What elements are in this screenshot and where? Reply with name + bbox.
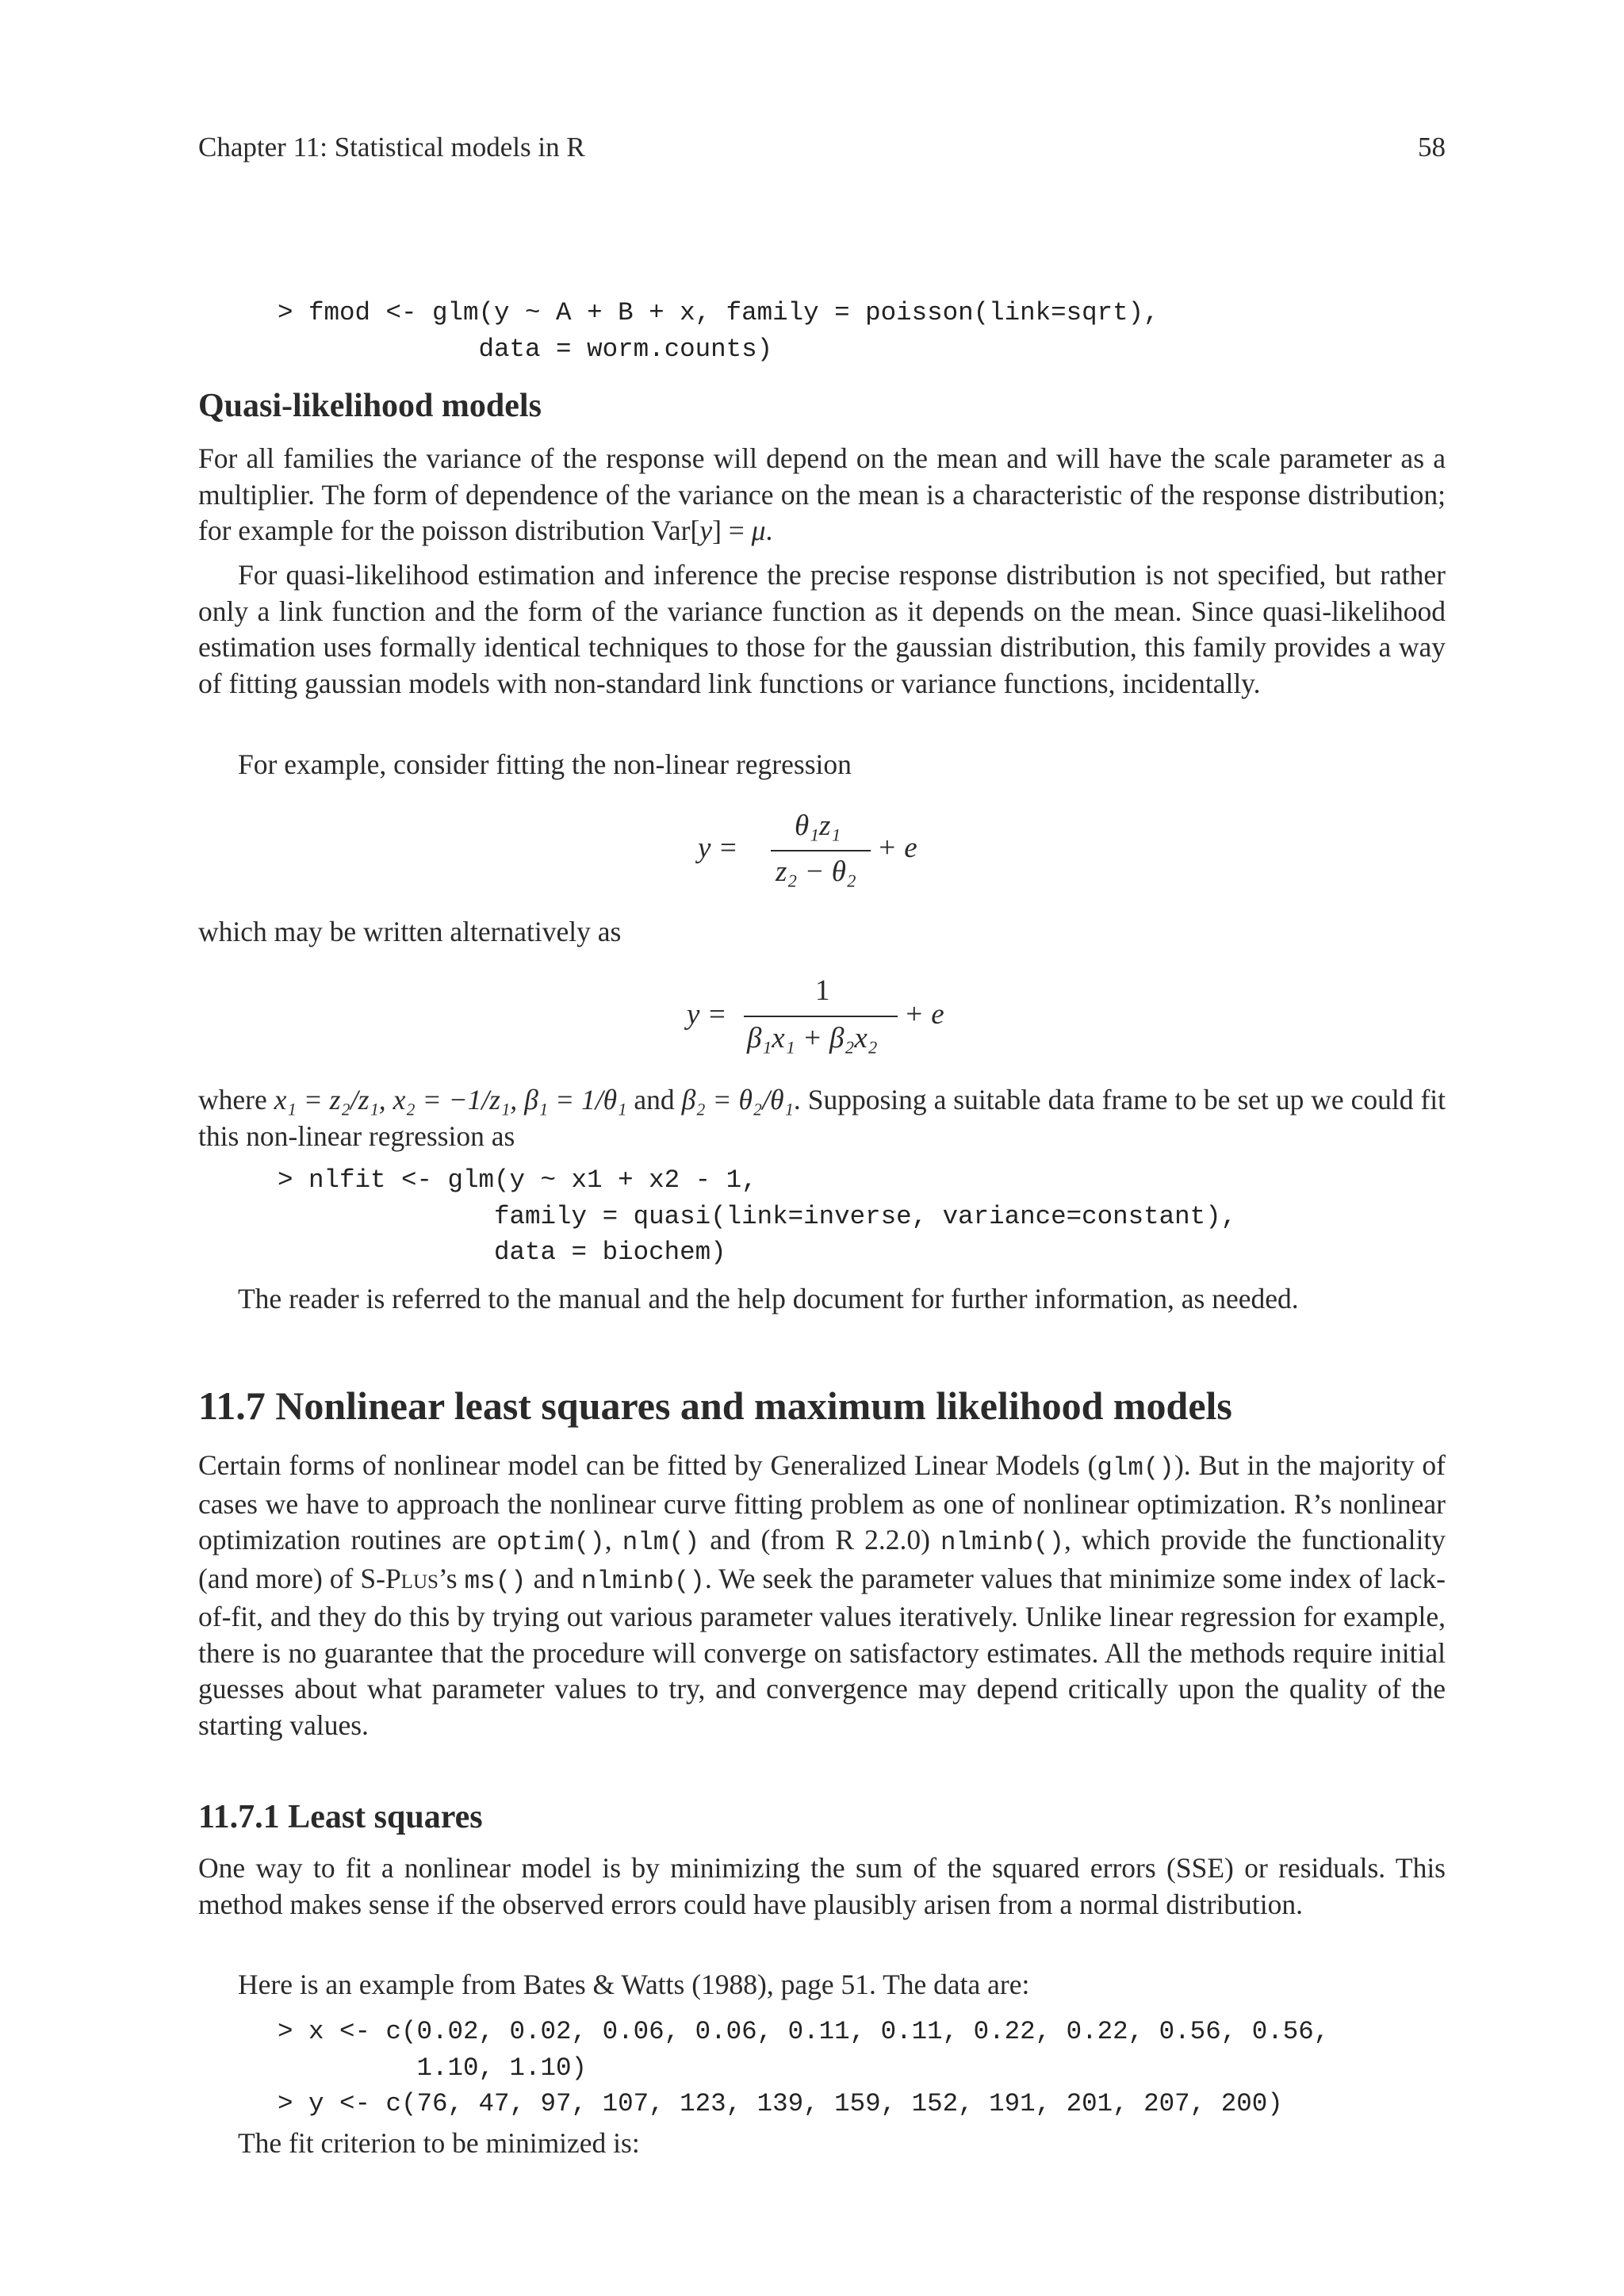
chapter-title: Chapter 11: Statistical models in R (198, 132, 585, 163)
subsection-paragraph-1 (198, 1850, 1446, 1923)
code-line: 1.10, 1.10) (278, 2053, 588, 2083)
text: The reader is referred to the manual and the help document for further information, as needed. (238, 1283, 1299, 1314)
code-line: data = biochem) (278, 1238, 726, 1267)
fraction-bar (771, 850, 871, 851)
code-inline: optim() (496, 1528, 605, 1557)
text: , which provide the functionality (and more) of S- (198, 1524, 1446, 1594)
quasi-paragraph-5 (198, 1082, 1446, 1154)
math-var: y (699, 515, 713, 546)
text: where (198, 1084, 274, 1115)
text: Here is an example from Bates & Watts (1988), page 51. The data are: (238, 1969, 1030, 2000)
text-smallcaps: Plus (385, 1562, 439, 1594)
code-inline: glm() (1097, 1453, 1174, 1483)
eq-numerator: 1 (815, 974, 830, 1007)
subsection-heading: 11.7.1 Least squares (198, 1799, 483, 1835)
text: . Supposing a suitable data frame to be set up we could fit this non-linear regression as (198, 1084, 1446, 1152)
text: For quasi-likelihood estimation and inference the precise response distribution is not specified, but rather only a link function and the form of the variance function as it depends on the mean. Since quasi-likelihood estimation uses formally identical techniques to those for the gaussian distribution, this family provides a way of fitting gaussian models with non-standard link functions or variance functions, incidentally. (198, 559, 1446, 699)
text: One way to fit a nonlinear model is by minimizing the sum of the squared errors (SSE) or residuals. This method makes sense if the observed errors could have plausibly arisen from a normal distribution. (198, 1852, 1446, 1920)
text: , (604, 1524, 622, 1556)
code-inline: nlminb() (580, 1566, 705, 1596)
text: Certain forms of nonlinear model can be fitted by Generalized Linear Models ( (198, 1449, 1097, 1481)
eq-lhs: y = (698, 832, 738, 864)
quasi-paragraph-2 (198, 557, 1446, 702)
text: and (526, 1562, 581, 1594)
code-line: > fmod <- glm(y ~ A + B + x, family = poisson(link=sqrt), (278, 298, 1159, 327)
section-heading: 11.7 Nonlinear least squares and maximum likelihood models (198, 1383, 1232, 1428)
text: and (626, 1084, 682, 1115)
subsection-paragraph-2 (198, 1967, 1446, 2003)
running-head (198, 132, 1446, 171)
math-inline: x₁ = z₂/z₁, x₂ = −1/z₁, β₁ = 1/θ₁ (274, 1084, 627, 1115)
math-mu: μ (751, 515, 766, 546)
code-inline: nlm() (622, 1528, 700, 1557)
eq-rhs: + e (877, 832, 917, 864)
text: For all families the variance of the response will depend on the mean and will have the scale parameter as a multiplier. The form of dependence of the variance on the mean is a characteristic of the response distribution; for example for the poisson distribution Var[ (198, 442, 1446, 546)
subsection-paragraph-3 (198, 2126, 1446, 2162)
quasi-paragraph-3 (198, 747, 1446, 783)
math-inline: β₂ = θ₂/θ₁ (681, 1084, 794, 1115)
code-inline: ms() (464, 1566, 527, 1596)
code-line: > x <- c(0.02, 0.02, 0.06, 0.06, 0.11, 0.11, 0.22, 0.22, 0.56, 0.56, (278, 2017, 1330, 2046)
quasi-heading: Quasi-likelihood models (198, 388, 542, 424)
text: The fit criterion to be minimized is: (238, 2127, 640, 2159)
code-block-data (278, 2014, 1329, 2122)
quasi-paragraph-4 (198, 914, 1446, 951)
code-block-nlfit (278, 1162, 1236, 1271)
eq-denominator: z₂ − θ₂ (776, 855, 856, 888)
fraction-bar (744, 1016, 898, 1017)
code-line: > y <- c(76, 47, 97, 107, 123, 139, 159, 152, 191, 201, 207, 200) (278, 2089, 1283, 2118)
text: ). But in the majority of cases we have to approach the nonlinear curve fitting problem as one of nonlinear optimization. R’s nonlinear optimization routines are (198, 1449, 1446, 1556)
text: . (765, 515, 773, 546)
eq-lhs: y = (687, 998, 727, 1031)
code-block-fmod (278, 295, 1159, 367)
text: which may be written alternatively as (198, 916, 622, 947)
text: For example, consider fitting the non-linear regression (238, 748, 852, 780)
code-line: data = worm.counts) (278, 334, 773, 364)
eq-denominator: β₁x₁ + β₂x₂ (747, 1022, 878, 1054)
quasi-paragraph-6 (198, 1281, 1446, 1318)
code-line: family = quasi(link=inverse, variance=constant), (278, 1201, 1237, 1231)
code-inline: nlminb() (940, 1528, 1065, 1557)
text: ] = (712, 515, 752, 546)
section-paragraph-1 (198, 1448, 1446, 1743)
eq-numerator: θ₁z₁ (795, 809, 841, 842)
text: and (from R 2.2.0) (699, 1524, 940, 1556)
text: . We seek the parameter values that minimize some index of lack-of-fit, and they do this by trying out various parameter values iteratively. Unlike linear regression for example, there is no guarantee that the procedure will converge on satisfactory estimates. All the methods require initial guesses about what parameter values to try, and convergence may depend critically upon the quality of the starting values. (198, 1562, 1446, 1741)
page-number: 58 (1418, 132, 1446, 163)
text: ’s (438, 1562, 465, 1594)
code-line: > nlfit <- glm(y ~ x1 + x2 - 1, (278, 1165, 757, 1195)
eq-rhs: + e (904, 998, 944, 1031)
quasi-paragraph-1 (198, 441, 1446, 549)
